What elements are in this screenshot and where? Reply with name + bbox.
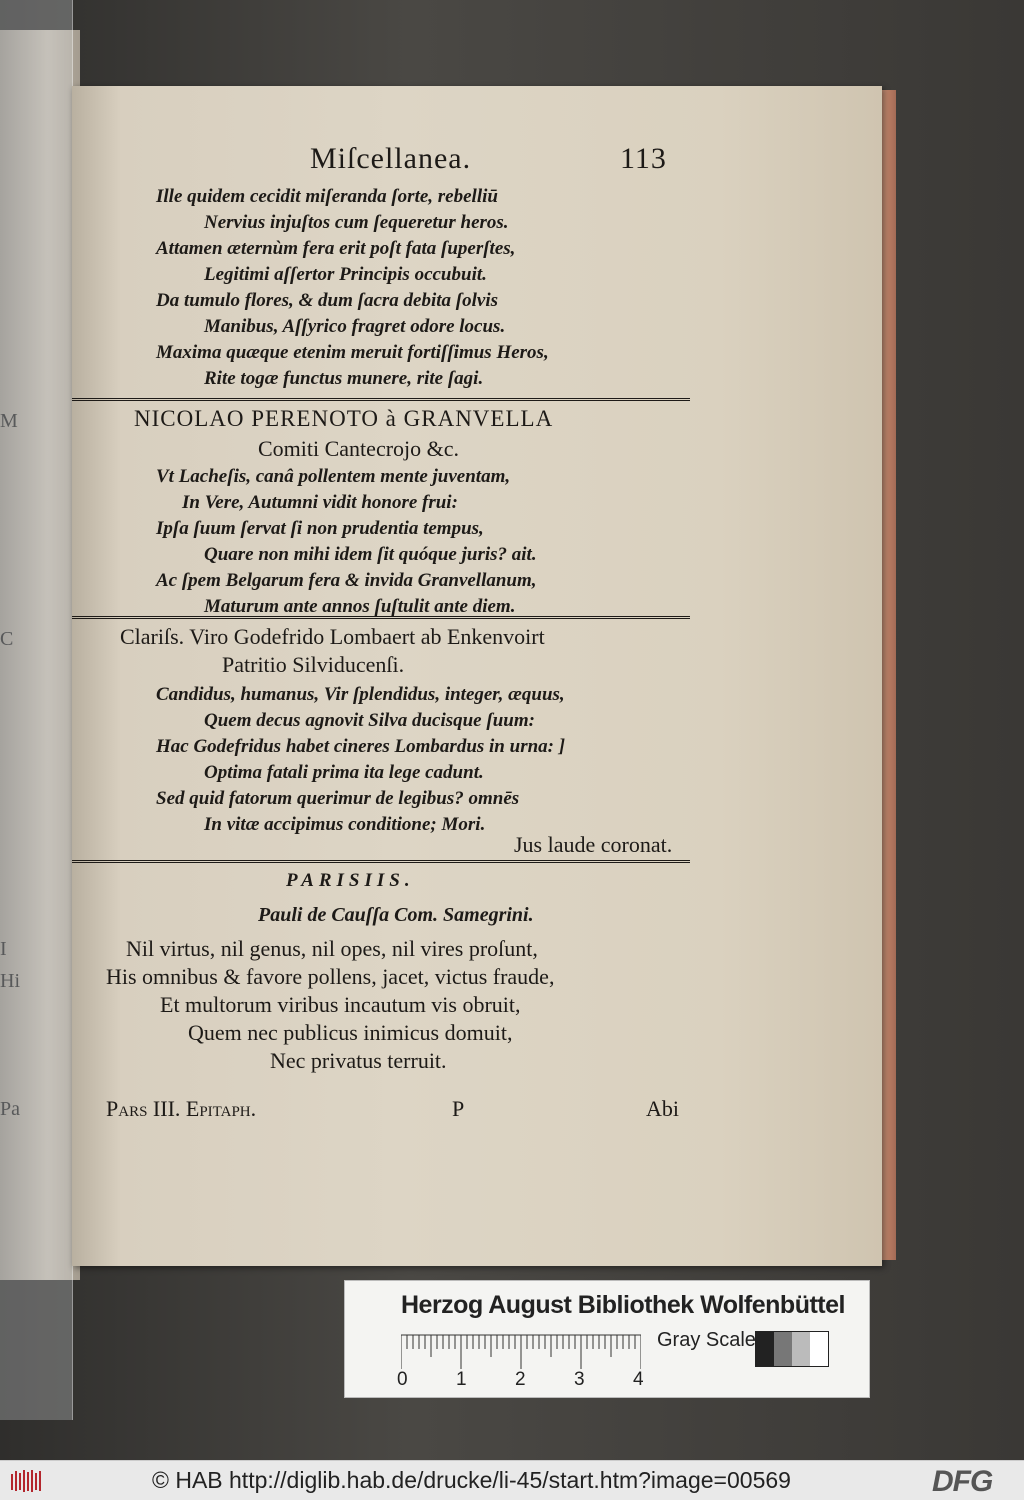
poem2-line: In Vere, Autumni vidit honore frui: (182, 492, 458, 513)
swatch-white (810, 1332, 828, 1366)
poem4-line: Nil virtus, nil genus, nil opes, nil vires proſunt, (126, 936, 538, 961)
ruler-scale (401, 1331, 641, 1371)
poem4-line: Et multorum viribus incautum vis obruit, (160, 992, 521, 1017)
edge-mark: I (0, 938, 7, 960)
footer-title: Pars III. Epitaph. (106, 1096, 257, 1121)
poem3-line: Quem decus agnovit Silva ducisque ſuum: (204, 710, 535, 731)
poem3-line: Sed quid fatorum querimur de legibus? omnēs (156, 788, 520, 809)
swatch-dark (756, 1332, 774, 1366)
poem2-line: Vt Lacheſis, canâ pollentem mente juventam, (156, 466, 511, 487)
swatch-mid (774, 1332, 792, 1366)
library-name: Herzog August Bibliothek Wolfenbüttel (401, 1291, 845, 1319)
scale-number: 1 (456, 1369, 467, 1390)
copyright-url[interactable]: © HAB http://diglib.hab.de/drucke/li-45/start.htm?image=00569 (152, 1467, 791, 1493)
poem1-line: Nervius injuſtos cum ſequeretur heros. (204, 212, 509, 233)
scale-number: 3 (574, 1369, 585, 1390)
running-head: Miſcellanea. (310, 142, 472, 175)
poem1-line: Rite togæ functus munere, rite ſagi. (204, 368, 484, 389)
viewer-footer (0, 1460, 1024, 1500)
poem2-line: Maturum ante annos ſuſtulit ante diem. (204, 596, 516, 617)
poem3-line: Optima fatali prima ita lege cadunt. (204, 762, 484, 783)
section-rule (72, 616, 690, 619)
gray-scale-label: Gray Scale (657, 1329, 756, 1351)
poem3-line: Hac Godefridus habet cineres Lombardus in urna: ] (156, 736, 566, 757)
book-page (72, 86, 882, 1266)
scale-number: 2 (515, 1369, 526, 1390)
poem1-line: Ille quidem cecidit miſeranda ſorte, rebelliū (156, 186, 498, 207)
poem4-line: Quem nec publicus inimicus domuit, (188, 1020, 513, 1045)
section-rule (72, 398, 690, 401)
poem1-line: Attamen æternùm fera erit poſt fata ſuperſtes, (156, 238, 516, 259)
gray-scale-swatch (755, 1331, 829, 1367)
dfg-logo: DFG (932, 1465, 993, 1498)
glass-plate (0, 0, 73, 1420)
swatch-light (792, 1332, 810, 1366)
motto: Jus laude coronat. (514, 832, 673, 857)
section2-title: NICOLAO PERENOTO à GRANVELLA (134, 406, 554, 431)
page-number: 113 (620, 142, 667, 175)
section-rule (72, 860, 690, 863)
scale-number: 0 (397, 1369, 408, 1390)
hab-logo-icon (10, 1468, 44, 1494)
poem4-line: His omnibus & favore pollens, jacet, victus fraude, (106, 964, 555, 989)
scale-number: 4 (633, 1369, 644, 1390)
poem4-line: Nec privatus terruit. (270, 1048, 447, 1073)
poem1-line: Manibus, Aſſyrico fragret odore locus. (204, 316, 506, 337)
color-calibration-card (344, 1280, 870, 1398)
poem2-line: Ipſa ſuum ſervat ſi non prudentia tempus, (156, 518, 484, 539)
edge-mark: Pa (0, 1098, 20, 1120)
poem3-line: In vitæ accipimus conditione; Mori. (204, 814, 486, 835)
poem3-line: Candidus, humanus, Vir ſplendidus, integer, æquus, (156, 684, 565, 705)
edge-mark: Hi (0, 970, 20, 992)
poem1-line: Maxima quæque etenim meruit fortiſſimus Heros, (156, 342, 549, 363)
page-edge (882, 90, 896, 1260)
poem1-line: Legitimi aſſertor Principis occubuit. (204, 264, 487, 285)
edge-mark: C (0, 628, 14, 650)
catchword: Abi (646, 1096, 679, 1121)
edge-mark: M (0, 410, 18, 432)
poem2-line: Quare non mihi idem ſit quóque juris? ait. (204, 544, 537, 565)
section3-subtitle: Patritio Silviducenſi. (222, 652, 405, 677)
section2-subtitle: Comiti Cantecrojo &c. (258, 436, 460, 461)
poem2-line: Ac ſpem Belgarum fera & invida Granvellanum, (156, 570, 537, 591)
section4-place: PARISIIS. (286, 870, 415, 891)
section3-title: Clariſs. Viro Godefrido Lombaert ab Enkenvoirt (120, 624, 545, 649)
poem1-line: Da tumulo flores, & dum ſacra debita ſolvis (156, 290, 498, 311)
signature-mark: P (452, 1096, 465, 1121)
section4-subtitle: Pauli de Cauſſa Com. Samegrini. (258, 904, 534, 926)
